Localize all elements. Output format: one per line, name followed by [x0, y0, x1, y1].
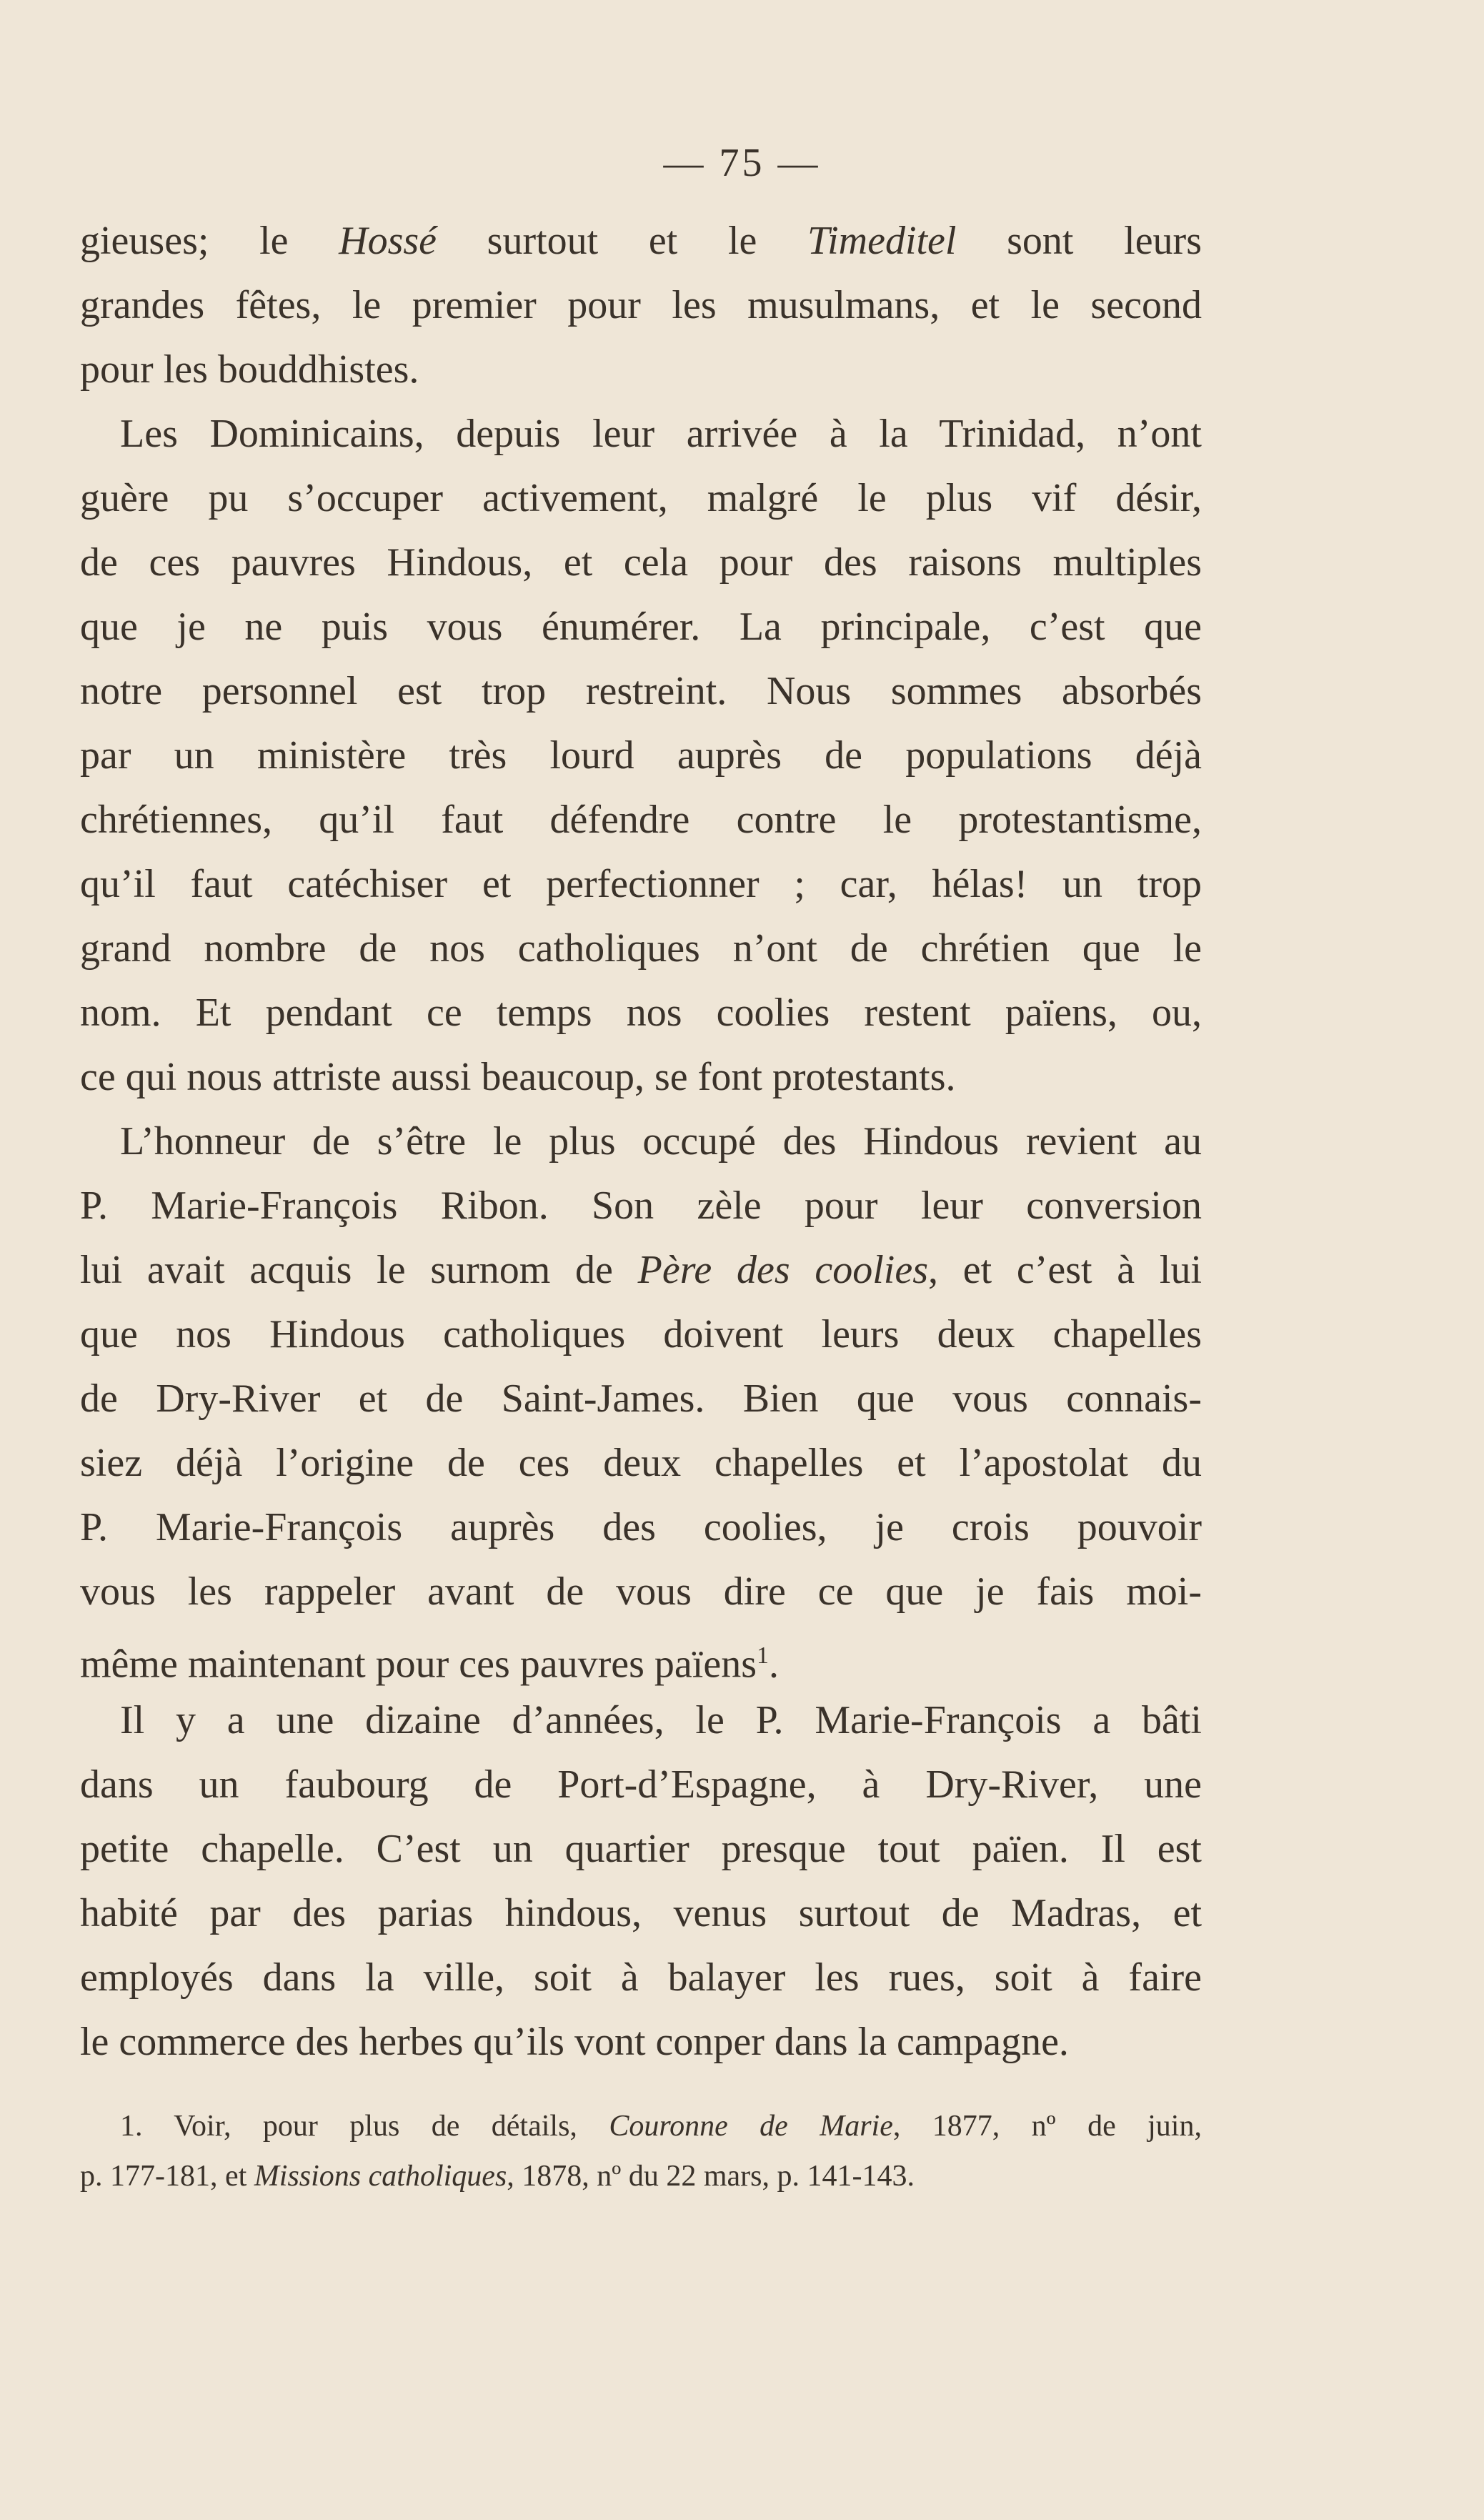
- footnote-line: 1. Voir, pour plus de détails, Couronne de Marie, 1877, nº de juin,: [120, 2110, 1202, 2143]
- text-line: de ces pauvres Hindous, et cela pour des raisons multiples: [80, 540, 1202, 585]
- paragraph-start: Les Dominicains, depuis leur arrivée à la Trinidad, n’ont: [120, 412, 1202, 456]
- text-line: notre personnel est trop restreint. Nous sommes absorbés: [80, 669, 1202, 713]
- italic-term: Timeditel: [807, 219, 957, 263]
- text-line: chrétiennes, qu’il faut défendre contre le protestantisme,: [80, 798, 1202, 842]
- paragraph-start: Il y a une dizaine d’années, le P. Marie-François a bâti: [120, 1698, 1202, 1742]
- text-line: ce qui nous attriste aussi beaucoup, se font protestants.: [80, 1055, 956, 1099]
- footnote-line: p. 177-181, et Missions catholiques, 1878, nº du 22 mars, p. 141-143.: [80, 2160, 915, 2193]
- text-line: vous les rappeler avant de vous dire ce que je fais moi-: [80, 1569, 1202, 1614]
- text-line: pour les bouddhistes.: [80, 347, 419, 392]
- text-line: de Dry-River et de Saint-James. Bien que vous connais-: [80, 1376, 1202, 1421]
- italic-term: Père des coolies: [637, 1248, 928, 1292]
- text-line: P. Marie-François auprès des coolies, je crois pouvoir: [80, 1505, 1202, 1549]
- text-line: grand nombre de nos catholiques n’ont de chrétien que le: [80, 926, 1202, 971]
- italic-title: Couronne de Marie: [609, 2110, 893, 2143]
- text-line: nom. Et pendant ce temps nos coolies restent païens, ou,: [80, 991, 1202, 1035]
- text-line: dans un faubourg de Port-d’Espagne, à Dry-River, une: [80, 1762, 1202, 1807]
- paragraph-start: L’honneur de s’être le plus occupé des Hindous revient au: [120, 1119, 1202, 1164]
- body-text: [80, 209, 1202, 2074]
- text-line: habité par des parias hindous, venus surtout de Madras, et: [80, 1891, 1202, 1935]
- text-line: P. Marie-François Ribon. Son zèle pour leur conversion: [80, 1184, 1202, 1228]
- text-line: siez déjà l’origine de ces deux chapelles et l’apostolat du: [80, 1441, 1202, 1485]
- text-line: que je ne puis vous énumérer. La principale, c’est que: [80, 605, 1202, 649]
- text-line: gieuses; le Hossé surtout et le Timeditel sont leurs: [80, 219, 1202, 263]
- text-line: petite chapelle. C’est un quartier presque tout païen. Il est: [80, 1827, 1202, 1871]
- text-line: même maintenant pour ces pauvres païens$^1$.: [80, 1642, 779, 1687]
- text-line: qu’il faut catéchiser et perfectionner ; car, hélas! un trop: [80, 862, 1202, 906]
- footnote: [80, 2101, 1202, 2201]
- text-line: guère pu s’occuper activement, malgré le plus vif désir,: [80, 476, 1202, 520]
- text-line: lui avait acquis le surnom de Père des coolies, et c’est à lui: [80, 1248, 1202, 1292]
- page-number: — 75 —: [663, 141, 821, 185]
- text-line: employés dans la ville, soit à balayer les rues, soit à faire: [80, 1955, 1202, 2000]
- italic-term: Hossé: [339, 219, 437, 263]
- text-line: le commerce des herbes qu’ils vont conper dans la campagne.: [80, 2020, 1069, 2064]
- text-line: par un ministère très lourd auprès de populations déjà: [80, 733, 1202, 778]
- text-line: grandes fêtes, le premier pour les musulmans, et le second: [80, 283, 1202, 327]
- text-line: que nos Hindous catholiques doivent leurs deux chapelles: [80, 1312, 1202, 1356]
- footnote-ref: 1: [757, 1642, 769, 1669]
- italic-title: Missions catholiques: [254, 2160, 507, 2193]
